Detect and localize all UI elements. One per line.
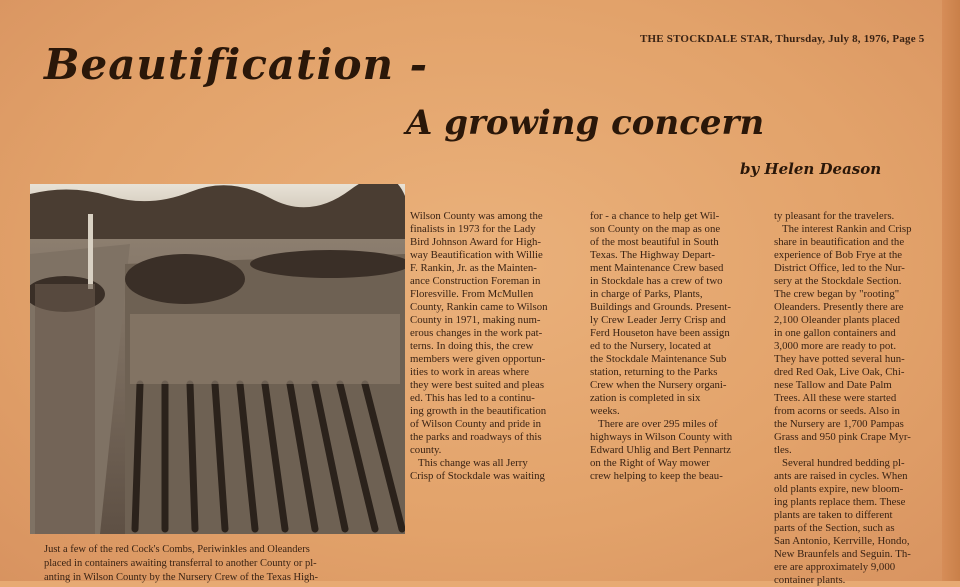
text-line: ed to the Nursery, located at <box>590 340 712 352</box>
text-line: way Beautification with Willie <box>410 249 543 261</box>
text-line: F. Rankin, Jr. as the Mainten- <box>410 262 537 274</box>
text-line: the Nursery are 1,700 Pampas <box>774 418 904 430</box>
text-line: in Stockdale has a crew of two <box>590 275 723 287</box>
text-line: They have potted several hun- <box>774 353 905 365</box>
text-line: Bird Johnson Award for High- <box>410 236 541 248</box>
text-line: they were best suited and pleas <box>410 379 545 391</box>
text-line: There are over 295 miles of <box>598 418 718 430</box>
text-line: of Wilson County and pride in <box>410 418 542 430</box>
text-line: 3,000 more are ready to pot. <box>774 340 897 352</box>
text-line: the parks and roadways of this <box>410 431 542 443</box>
text-line: container plants. <box>774 574 846 586</box>
text-line: terns. In doing this, the crew <box>410 340 534 352</box>
photo-caption <box>44 543 404 585</box>
page-fold-shadow <box>942 0 960 581</box>
text-line: sery at the Stockdale Section. <box>774 275 902 287</box>
text-line: New Braunfels and Seguin. Th- <box>774 548 911 560</box>
text-line: ance Construction Foreman in <box>410 275 541 287</box>
text-line: District Office, led to the Nur- <box>774 262 905 274</box>
text-line: ment Maintenance Crew based <box>590 262 724 274</box>
text-line: Edward Uhlig and Bert Pennartz <box>590 444 731 456</box>
text-line: the Stockdale Maintenance Sub <box>590 353 727 365</box>
text-line: Floresville. From McMullen <box>410 288 534 300</box>
text-line: share in beautification and the <box>774 236 905 248</box>
text-line: from acorns or seeds. Also in <box>774 405 900 417</box>
headline-line-2: A growing concern <box>406 103 765 143</box>
text-line: parts of the Section, such as <box>774 522 895 534</box>
text-line: for - a chance to help get Wil- <box>590 210 720 222</box>
text-line: Crisp of Stockdale was waiting <box>410 470 545 482</box>
caption-line: placed in containers awaiting transferral to another County or pl- <box>44 558 317 569</box>
text-line: Trees. All these were started <box>774 392 897 404</box>
text-line: ly Crew Leader Jerry Crisp and <box>590 314 726 326</box>
text-line: ities to work in areas where <box>410 366 530 378</box>
text-line: County, Rankin came to Wilson <box>410 301 548 313</box>
text-line: Oleanders. Presently there are <box>774 301 904 313</box>
text-line: crew helping to keep the beau- <box>590 470 723 482</box>
text-line: Texas. The Highway Depart- <box>590 249 715 261</box>
text-line: weeks. <box>590 405 620 417</box>
text-line: tles. <box>774 444 792 456</box>
masthead: THE STOCKDALE STAR, Thursday, July 8, 1976, Page 5 <box>640 33 925 45</box>
text-line: plants are taken to different <box>774 509 893 521</box>
text-line: zation is completed in six <box>590 392 701 404</box>
text-line: son County on the map as one <box>590 223 721 235</box>
caption-line: Just a few of the red Cock's Combs, Periwinkles and Oleanders <box>44 544 310 555</box>
text-line: ed. This has led to a continu- <box>410 392 535 404</box>
article-column-1 <box>410 210 582 483</box>
text-line: ants are raised in cycles. When <box>774 470 908 482</box>
text-line: old plants expire, new bloom- <box>774 483 904 495</box>
article-column-2 <box>590 210 760 483</box>
text-line: County in 1971, making num- <box>410 314 541 326</box>
text-line: Ferd Houseton have been assign <box>590 327 730 339</box>
text-line: San Antonio, Kerrville, Hondo, <box>774 535 910 547</box>
text-line: county. <box>410 444 442 456</box>
text-line: 2,100 Oleander plants placed <box>774 314 900 326</box>
article-column-3 <box>774 210 940 587</box>
text-line: dred Red Oak, Live Oak, Chi- <box>774 366 905 378</box>
text-line: The crew began by "rooting" <box>774 288 900 300</box>
text-line: The interest Rankin and Crisp <box>782 223 912 235</box>
text-line: highways in Wilson County with <box>590 431 733 443</box>
text-line: ere are approximately 9,000 <box>774 561 896 573</box>
nursery-photo <box>30 184 405 534</box>
text-line: Grass and 950 pink Crape Myr- <box>774 431 911 443</box>
nursery-photo-icon <box>30 184 405 534</box>
caption-line: anting in Wilson County by the Nursery Crew of the Texas High- <box>44 572 319 583</box>
text-line: members were given opportun- <box>410 353 546 365</box>
text-line: ing plants replace them. These <box>774 496 906 508</box>
headline-line-1: Beautification - <box>44 40 429 89</box>
text-line: Wilson County was among the <box>410 210 543 222</box>
text-line: finalists in 1973 for the Lady <box>410 223 536 235</box>
text-line: on the Right of Way mower <box>590 457 710 469</box>
text-line: nese Tallow and Date Palm <box>774 379 892 391</box>
text-line: in charge of Parks, Plants, <box>590 288 703 300</box>
text-line: station, returning to the Parks <box>590 366 718 378</box>
byline: by Helen Deason <box>740 160 882 178</box>
text-line: experience of Bob Frye at the <box>774 249 903 261</box>
text-line: Buildings and Grounds. Present- <box>590 301 731 313</box>
text-line: ty pleasant for the travelers. <box>774 210 895 222</box>
text-line: Several hundred bedding pl- <box>782 457 905 469</box>
text-line: This change was all Jerry <box>418 457 528 469</box>
text-line: of the most beautiful in South <box>590 236 719 248</box>
text-line: Crew when the Nursery organi- <box>590 379 727 391</box>
text-line: in one gallon containers and <box>774 327 896 339</box>
text-line: erous changes in the work pat- <box>410 327 543 339</box>
text-line: ing growth in the beautification <box>410 405 547 417</box>
